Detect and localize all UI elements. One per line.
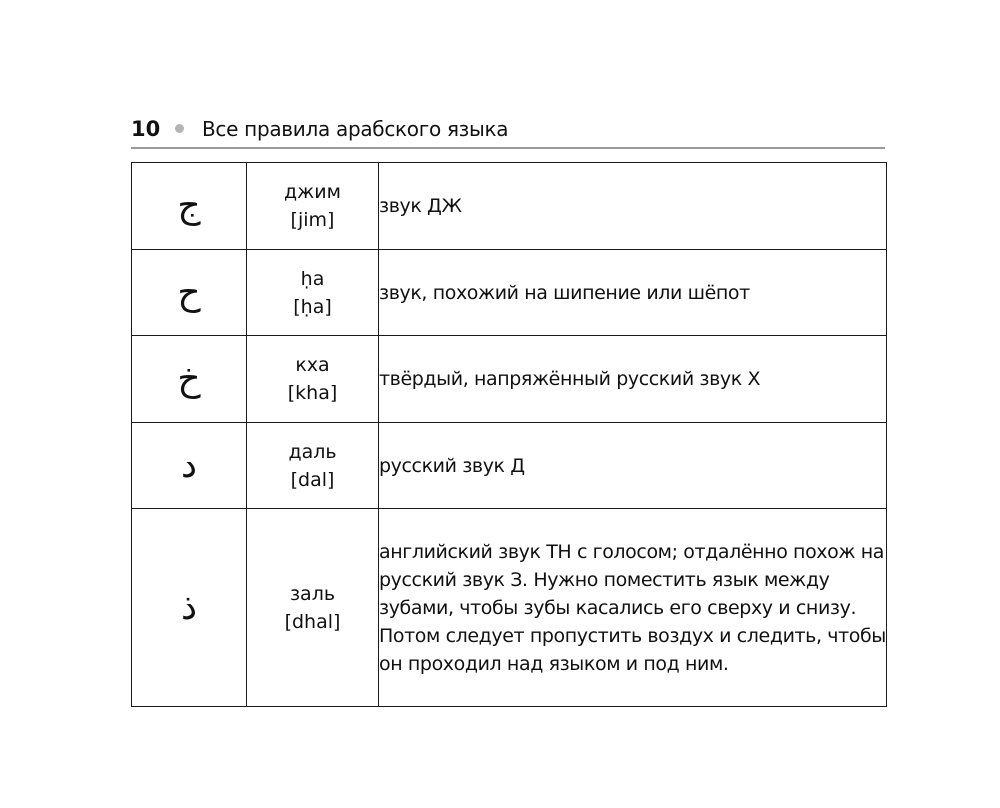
table-row bbox=[132, 423, 887, 509]
letter-transliteration: [dal] bbox=[290, 468, 335, 491]
letter-name: джим bbox=[284, 181, 341, 203]
letter-name: кха bbox=[295, 354, 330, 376]
alphabet-table bbox=[131, 162, 887, 707]
letter-name-cell bbox=[247, 336, 379, 423]
letter-name: даль bbox=[288, 440, 337, 463]
letter-name: ḥа bbox=[300, 267, 325, 290]
sound-description: твёрдый, напряжённый русский звук Х bbox=[379, 336, 887, 423]
table-row bbox=[132, 250, 887, 336]
letter-transliteration: [kha] bbox=[287, 382, 338, 404]
table-row bbox=[132, 509, 887, 707]
letter-name: заль bbox=[289, 582, 336, 605]
letter-transliteration: [dhal] bbox=[284, 610, 341, 633]
running-header bbox=[131, 113, 885, 149]
sound-description: английский звук TH с голосом; отдалённо похож на русский звук З. Нужно поместить язык между зубами, чтобы зубы касались его сверху и снизу. Потом следует пропустить воздух и следить, чтобы он проходил над языком и под ним. bbox=[379, 509, 887, 707]
arabic-letter: ذ bbox=[132, 509, 247, 707]
letter-name-cell bbox=[247, 163, 379, 250]
table-row bbox=[132, 336, 887, 423]
letter-transliteration: [ḥa] bbox=[293, 295, 332, 318]
running-title: Все правила арабского языка bbox=[202, 117, 509, 141]
sound-description: русский звук Д bbox=[379, 423, 887, 509]
table-row bbox=[132, 163, 887, 250]
letter-name-cell bbox=[247, 509, 379, 707]
sound-description: звук ДЖ bbox=[379, 163, 887, 250]
letter-name-cell bbox=[247, 250, 379, 336]
page-number: 10 bbox=[131, 117, 161, 141]
bullet-separator bbox=[175, 124, 184, 133]
arabic-letter: ح bbox=[132, 250, 247, 336]
letter-name-cell bbox=[247, 423, 379, 509]
arabic-letter: خ bbox=[132, 336, 247, 423]
letter-transliteration: [jim] bbox=[290, 209, 335, 231]
arabic-letter: ج bbox=[132, 163, 247, 250]
arabic-letter: د bbox=[132, 423, 247, 509]
sound-description: звук, похожий на шипение или шёпот bbox=[379, 250, 887, 336]
